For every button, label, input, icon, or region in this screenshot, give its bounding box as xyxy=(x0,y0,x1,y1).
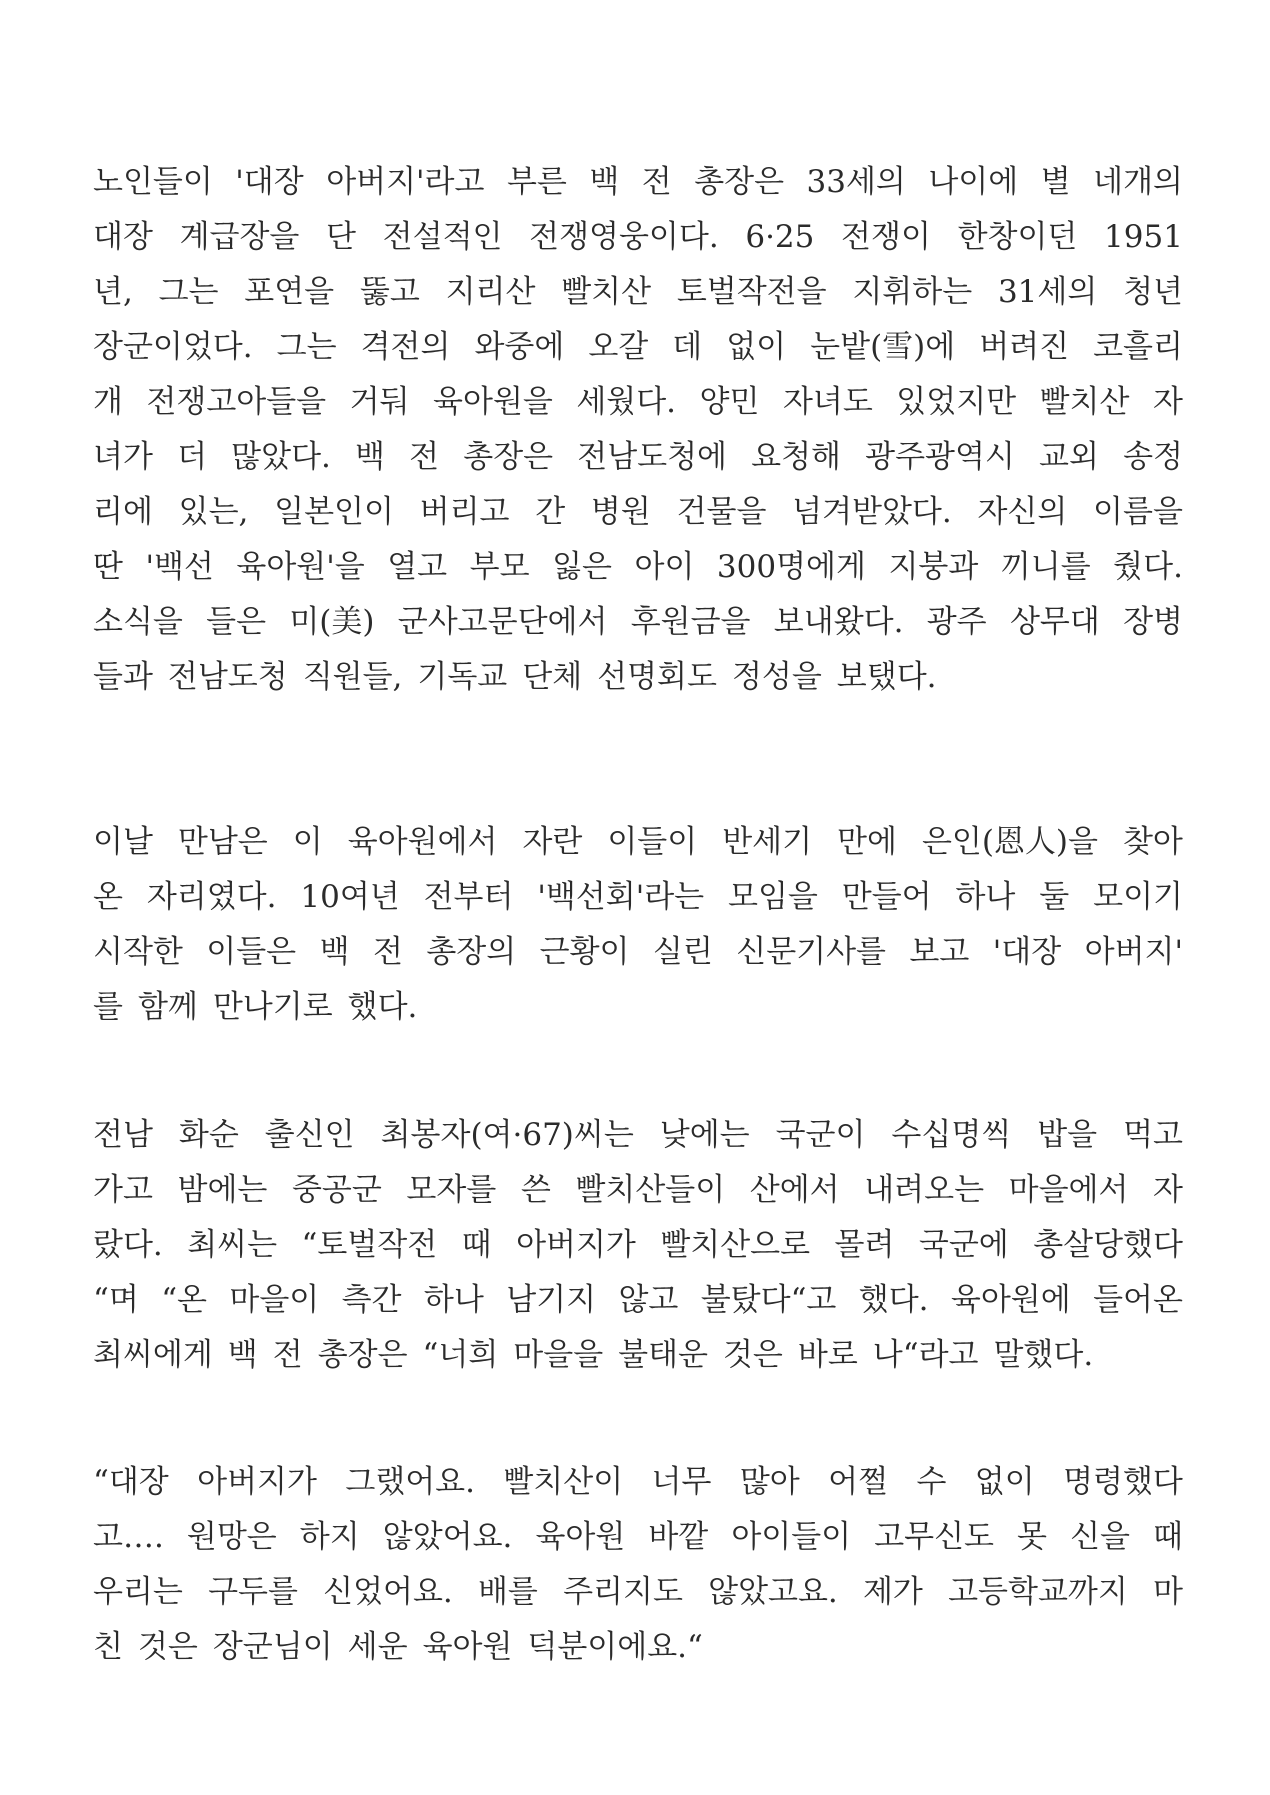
word: 온 xyxy=(93,879,123,915)
word: 자리였다. xyxy=(146,879,277,915)
word: 전남 xyxy=(93,1117,153,1153)
paragraph-1 xyxy=(93,155,1183,705)
word: 일본인이 xyxy=(274,494,394,530)
word: 마을이 xyxy=(229,1282,320,1318)
word: 장군이었다. xyxy=(93,329,253,365)
word: 하나 xyxy=(423,1282,484,1318)
word: 보탰다. xyxy=(836,659,937,695)
word: 보고 xyxy=(909,934,970,970)
word: 이 xyxy=(292,824,323,860)
word: 이들이 xyxy=(607,824,698,860)
word: 국군이 xyxy=(775,1117,866,1153)
word: 고…. xyxy=(93,1519,164,1555)
word: 요청해 xyxy=(751,439,841,475)
word: 구두를 xyxy=(208,1574,298,1610)
word: 육아원을 xyxy=(433,384,553,420)
word: 간 xyxy=(535,494,566,530)
word: 반세기 xyxy=(722,824,813,860)
word: 열고 xyxy=(387,549,448,585)
word: 코흘리 xyxy=(1093,329,1183,365)
word: 백 xyxy=(589,164,620,200)
word: 300명에게 xyxy=(716,549,866,585)
word: 만남은 xyxy=(177,824,268,860)
text-line xyxy=(93,1273,1183,1328)
word: 33세의 xyxy=(806,164,906,200)
word: 불탔다“고 xyxy=(700,1282,837,1318)
word: 양민 xyxy=(699,384,760,420)
word: 수 xyxy=(916,1464,947,1500)
word: 자신의 xyxy=(977,494,1068,530)
word: 눈밭(雪)에 xyxy=(810,329,956,365)
word: 군사고문단에서 xyxy=(397,604,608,640)
word: 네개의 xyxy=(1093,164,1183,200)
word: 단 xyxy=(326,219,356,255)
word: 어쩔 xyxy=(828,1464,889,1500)
text-line xyxy=(93,980,1183,1035)
word: 수십명씩 xyxy=(891,1117,1012,1153)
word: 전설적인 xyxy=(382,219,503,255)
word: 전쟁영웅이다. xyxy=(529,219,719,255)
word: '백선 xyxy=(145,549,214,585)
word: 장병 xyxy=(1123,604,1183,640)
word: 많았다. xyxy=(231,439,331,475)
text-line xyxy=(93,1218,1183,1273)
word: 계급장을 xyxy=(179,219,300,255)
word: 육아원'을 xyxy=(236,549,365,585)
text-line xyxy=(93,1565,1183,1620)
word: '대장 xyxy=(235,164,304,200)
word: 몰려 xyxy=(834,1227,895,1263)
word: 이날 xyxy=(93,824,153,860)
word: 아이 xyxy=(634,549,695,585)
text-line xyxy=(93,540,1183,595)
word: 빨치산 xyxy=(561,274,652,310)
text-line xyxy=(93,375,1183,430)
word: 중공군 xyxy=(291,1172,382,1208)
word: 찾아 xyxy=(1122,824,1183,860)
word: 하지 xyxy=(299,1519,360,1555)
word: 총장의 xyxy=(426,934,517,970)
word: 아이들이 xyxy=(731,1519,852,1555)
text-line xyxy=(93,650,1183,705)
word: “토벌작전 xyxy=(301,1227,438,1263)
word: 전쟁이 xyxy=(841,219,931,255)
word: 아버지가 xyxy=(516,1227,636,1263)
word: 주리지도 xyxy=(563,1574,683,1610)
word: 것은 xyxy=(722,1337,783,1373)
text-line xyxy=(93,1620,1183,1675)
word: 들어온 xyxy=(1093,1282,1183,1318)
text-line xyxy=(93,595,1183,650)
word: '백선회'라는 xyxy=(537,879,705,915)
word: 둘 xyxy=(1039,879,1070,915)
word: 있는, xyxy=(178,494,249,530)
word: 지휘하는 xyxy=(852,274,973,310)
word: 병원 xyxy=(590,494,651,530)
word: 못 xyxy=(1017,1519,1047,1555)
word: 광주광역시 xyxy=(865,439,1015,475)
word: 교외 xyxy=(1039,439,1099,475)
word: 것은 xyxy=(137,1629,198,1665)
word: 자 xyxy=(1152,384,1183,420)
word: 줬다. xyxy=(1113,549,1183,585)
word: 가고 xyxy=(93,1172,153,1208)
word: 육아원 xyxy=(535,1519,626,1555)
word: 은인(恩人)을 xyxy=(921,824,1098,860)
word: 했다. xyxy=(347,989,418,1025)
word: 산에서 xyxy=(749,1172,840,1208)
word: 넘겨받았다. xyxy=(792,494,952,530)
text-line xyxy=(93,1163,1183,1218)
word: 쓴 xyxy=(520,1172,551,1208)
word: 더 xyxy=(177,439,208,475)
word: 만들어 xyxy=(841,879,932,915)
text-line xyxy=(93,815,1183,870)
word: 많아 xyxy=(739,1464,800,1500)
word: 마을을 xyxy=(513,1337,604,1373)
word: 최씨에게 xyxy=(93,1337,213,1373)
word: 소식을 xyxy=(93,604,183,640)
word: 있었지만 xyxy=(896,384,1017,420)
word: 기독교 xyxy=(417,659,508,695)
word: 시작한 xyxy=(93,934,183,970)
word: 끼니를 xyxy=(1000,549,1091,585)
word: 잃은 xyxy=(552,549,612,585)
word: 하나 xyxy=(955,879,1016,915)
word: 했다. xyxy=(858,1282,929,1318)
paragraph-3 xyxy=(93,1108,1183,1383)
word: 덕분이에요.“ xyxy=(527,1629,703,1665)
word: 이름을 xyxy=(1093,494,1183,530)
word: 밤에는 xyxy=(177,1172,268,1208)
word: 신문기사를 xyxy=(736,934,886,970)
word: 모이기 xyxy=(1093,879,1183,915)
word: 건물을 xyxy=(676,494,767,530)
word: 나이에 xyxy=(928,164,1019,200)
word: 육아원에서 xyxy=(347,824,498,860)
word: 10여년 xyxy=(300,879,400,915)
word: 세웠다. xyxy=(576,384,677,420)
word: 때 xyxy=(1153,1519,1183,1555)
word: 최봉자(여·67)씨는 xyxy=(380,1117,634,1153)
word: 전 xyxy=(409,439,440,475)
text-line xyxy=(93,210,1183,265)
text-line xyxy=(93,1328,1183,1383)
word: 아버지'라고 xyxy=(326,164,485,200)
word: 내려오는 xyxy=(864,1172,985,1208)
word: 랐다. xyxy=(93,1227,163,1263)
word: 백 xyxy=(319,934,350,970)
word: 총살당했다 xyxy=(1033,1227,1183,1263)
word: 보내왔다. xyxy=(773,604,904,640)
word: 아버지가 xyxy=(197,1464,317,1500)
word: 들과 xyxy=(93,659,153,695)
text-line xyxy=(93,1510,1183,1565)
word: 자녀도 xyxy=(782,384,873,420)
word: 지붕과 xyxy=(888,549,979,585)
word: 전남도청 xyxy=(167,659,288,695)
word: 포연을 xyxy=(244,274,335,310)
word: 원망은 xyxy=(186,1519,277,1555)
word: 명령했다 xyxy=(1063,1464,1183,1500)
word: 화순 xyxy=(178,1117,239,1153)
word: 딴 xyxy=(93,549,123,585)
word: 와중에 xyxy=(474,329,565,365)
word: 빨치산들이 xyxy=(575,1172,726,1208)
word: 1951 xyxy=(1104,219,1183,255)
word: 격전의 xyxy=(360,329,451,365)
word: 최씨는 xyxy=(187,1227,278,1263)
word: 년, xyxy=(93,274,133,310)
word: 뚫고 xyxy=(359,274,420,310)
text-line xyxy=(93,485,1183,540)
word: 이들은 xyxy=(206,934,297,970)
word: 빨치산이 xyxy=(503,1464,624,1500)
word: 때 xyxy=(461,1227,492,1263)
word: 없이 xyxy=(726,329,787,365)
word: 배를 xyxy=(477,1574,538,1610)
word: 31세의 xyxy=(997,274,1098,310)
word: 노인들이 xyxy=(93,164,213,200)
word: 전부터 xyxy=(423,879,514,915)
word: 근황이 xyxy=(539,934,630,970)
word: 모자를 xyxy=(406,1172,497,1208)
word: 6·25 xyxy=(745,219,815,255)
word: 전남도청에 xyxy=(577,439,727,475)
word: 말했다. xyxy=(993,1337,1094,1373)
text-line xyxy=(93,265,1183,320)
word: 세운 xyxy=(347,1629,408,1665)
word: 토벌작전을 xyxy=(676,274,827,310)
word: 불태운 xyxy=(618,1337,708,1373)
word: 미(美) xyxy=(289,604,375,640)
word: 모임을 xyxy=(728,879,818,915)
word: '대장 xyxy=(992,934,1062,970)
word: 없이 xyxy=(974,1464,1035,1500)
word: 자 xyxy=(1153,1172,1183,1208)
word: 리에 xyxy=(93,494,153,530)
text-line xyxy=(93,155,1183,210)
word: 고무신도 xyxy=(874,1519,994,1555)
word: 출신인 xyxy=(264,1117,355,1153)
word: 빨치산으로 xyxy=(660,1227,811,1263)
word: 않았고요. xyxy=(708,1574,838,1610)
word: 측간 xyxy=(341,1282,402,1318)
word: 남기지 xyxy=(506,1282,597,1318)
word: 백 xyxy=(227,1337,258,1373)
paragraph-4 xyxy=(93,1455,1183,1675)
paragraph-2 xyxy=(93,815,1183,1035)
text-line xyxy=(93,870,1183,925)
word: 선명회도 xyxy=(597,659,717,695)
word: 녀가 xyxy=(93,439,153,475)
word: 그랬어요. xyxy=(345,1464,475,1500)
word: 먹고 xyxy=(1123,1117,1183,1153)
word: 않았어요. xyxy=(382,1519,513,1555)
word: 후원금을 xyxy=(630,604,751,640)
word: 상무대 xyxy=(1009,604,1100,640)
word: “온 xyxy=(161,1282,207,1318)
word: 친 xyxy=(93,1629,123,1665)
word: “대장 xyxy=(93,1464,169,1500)
word: 광주 xyxy=(926,604,987,640)
word: 너무 xyxy=(651,1464,712,1500)
word: 바로 xyxy=(797,1337,858,1373)
word: 고등학교까지 xyxy=(948,1574,1128,1610)
text-line xyxy=(93,430,1183,485)
word: 대장 xyxy=(93,219,153,255)
word: 만에 xyxy=(837,824,897,860)
word: 전 xyxy=(372,934,403,970)
word: 그는 xyxy=(276,329,337,365)
word: 한창이던 xyxy=(957,219,1078,255)
word: 거둬 xyxy=(349,384,410,420)
word: 바깥 xyxy=(648,1519,709,1555)
word: 총장은 xyxy=(317,1337,408,1373)
text-line xyxy=(93,1108,1183,1163)
word: 신었어요. xyxy=(323,1574,453,1610)
word: 제가 xyxy=(862,1574,923,1610)
word: 버리고 xyxy=(419,494,510,530)
text-line xyxy=(93,320,1183,375)
word: 마 xyxy=(1153,1574,1183,1610)
word: 실린 xyxy=(652,934,713,970)
word: 마을에서 xyxy=(1008,1172,1129,1208)
text-line xyxy=(93,1455,1183,1510)
word: 나“라고 xyxy=(872,1337,979,1373)
word: 함께 xyxy=(137,989,198,1025)
word: 정성을 xyxy=(731,659,822,695)
word: 밥을 xyxy=(1037,1117,1098,1153)
word: 를 xyxy=(93,989,123,1025)
word: 청년 xyxy=(1123,274,1183,310)
word: 지리산 xyxy=(445,274,536,310)
word: 장군님이 xyxy=(212,1629,333,1665)
word: “너희 xyxy=(422,1337,499,1373)
word: 단체 xyxy=(522,659,583,695)
word: 빨치산 xyxy=(1039,384,1130,420)
word: 자란 xyxy=(522,824,583,860)
word: 전쟁고아들을 xyxy=(146,384,327,420)
word: 아버지' xyxy=(1084,934,1183,970)
word: 버려진 xyxy=(979,329,1070,365)
word: 직원들, xyxy=(302,659,403,695)
word: 부모 xyxy=(469,549,530,585)
word: 데 xyxy=(672,329,703,365)
word: 총장은 xyxy=(463,439,554,475)
word: 전 xyxy=(272,1337,303,1373)
word: 낮에는 xyxy=(659,1117,750,1153)
word: 우리는 xyxy=(93,1574,183,1610)
word: 신을 xyxy=(1070,1519,1130,1555)
word: 만나기로 xyxy=(212,989,333,1025)
word: 총장은 xyxy=(694,164,785,200)
word: 들은 xyxy=(206,604,267,640)
word: 그는 xyxy=(158,274,219,310)
word: 육아원 xyxy=(422,1629,513,1665)
word: 육아원에 xyxy=(950,1282,1071,1318)
word: 별 xyxy=(1040,164,1071,200)
word: 송정 xyxy=(1123,439,1183,475)
text-line xyxy=(93,925,1183,980)
word: “며 xyxy=(93,1282,139,1318)
word: 오갈 xyxy=(588,329,649,365)
word: 전 xyxy=(641,164,672,200)
word: 개 xyxy=(93,384,123,420)
word: 국군에 xyxy=(918,1227,1009,1263)
word: 백 xyxy=(355,439,385,475)
word: 않고 xyxy=(618,1282,679,1318)
word: 부른 xyxy=(506,164,567,200)
